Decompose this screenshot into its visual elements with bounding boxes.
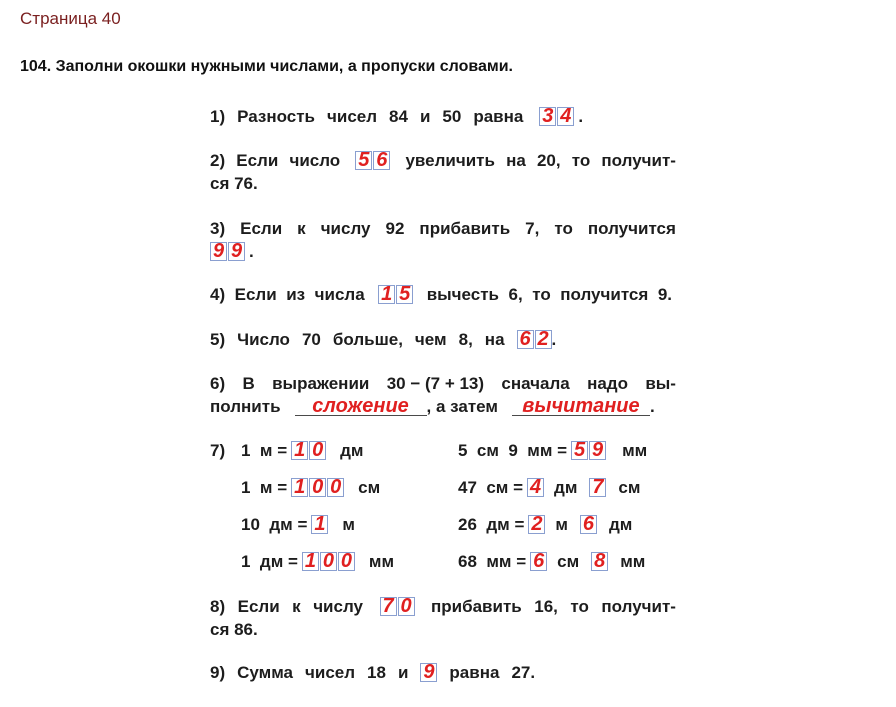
text: и xyxy=(419,107,431,126)
text: чем xyxy=(414,330,447,349)
conversion-row xyxy=(241,478,380,498)
text: равна xyxy=(473,107,524,126)
conversion-row xyxy=(458,515,632,535)
text: равна xyxy=(449,663,500,682)
answer-box[interactable] xyxy=(591,552,608,572)
text: выражении xyxy=(272,374,370,393)
text: 50 xyxy=(442,107,462,126)
text: ся 86. xyxy=(210,620,258,639)
answer-box[interactable] xyxy=(291,441,326,461)
item-4 xyxy=(210,285,672,305)
answer-digit: 1 xyxy=(291,478,308,497)
text: ся 76. xyxy=(210,174,258,193)
answer-box[interactable] xyxy=(378,285,413,305)
text: на xyxy=(506,151,526,170)
text: Если xyxy=(237,597,280,616)
text: 10 дм = xyxy=(241,515,308,534)
answer-box[interactable] xyxy=(420,663,437,683)
text: сначала xyxy=(501,374,570,393)
answer-digit: 4 xyxy=(557,107,574,126)
conversion-row xyxy=(241,515,355,535)
answer-digit: 2 xyxy=(528,515,545,534)
answer-digit: 3 xyxy=(539,107,556,126)
answer-digit: 9 xyxy=(589,441,606,460)
item-9 xyxy=(210,663,535,683)
unit: дм xyxy=(608,515,633,534)
text: чисел xyxy=(305,663,356,682)
unit: м xyxy=(342,515,355,534)
answer-digit: 5 xyxy=(396,285,413,304)
item-6-cont xyxy=(210,397,655,417)
text: 47 см = xyxy=(458,478,524,497)
answer-digit: 9 xyxy=(228,242,245,261)
text: 7, xyxy=(525,219,540,238)
unit: мм xyxy=(622,441,648,460)
item-number: 2) xyxy=(210,151,226,170)
item-3-cont xyxy=(210,242,254,262)
item-number: 8) xyxy=(210,597,226,616)
text: то xyxy=(532,285,551,304)
answer-box[interactable] xyxy=(528,515,545,535)
unit: дм xyxy=(554,478,578,497)
conversion-row xyxy=(458,478,640,498)
text: Если xyxy=(236,151,279,170)
answer-digit: 1 xyxy=(291,441,308,460)
answer-digit: 4 xyxy=(527,478,544,497)
text: . xyxy=(649,397,655,416)
text: . xyxy=(551,330,557,349)
text: прибавить xyxy=(419,219,511,238)
text: получит- xyxy=(601,597,676,616)
text: прибавить xyxy=(431,597,522,616)
item-number: 9) xyxy=(210,663,226,682)
answer-box[interactable] xyxy=(530,552,547,572)
text: полнить xyxy=(210,397,281,416)
text: к xyxy=(292,597,301,616)
text: получится xyxy=(587,219,676,238)
item-number-7: 7) xyxy=(210,441,226,460)
task-title: 104. Заполни окошки нужными числами, а пропуски словами. xyxy=(20,58,513,75)
text: получит- xyxy=(601,151,676,170)
text: 5 см 9 мм = xyxy=(458,441,568,460)
text: 1 дм = xyxy=(241,552,298,571)
item-number: 3) xyxy=(210,219,226,238)
conversion-row xyxy=(241,552,394,572)
text: то xyxy=(571,151,591,170)
item-number: 4) xyxy=(210,285,226,304)
answer-digit: 6 xyxy=(517,330,534,349)
text: 20, xyxy=(536,151,561,170)
text: и xyxy=(397,663,409,682)
text: 8, xyxy=(458,330,473,349)
answer-digit: 0 xyxy=(398,597,415,616)
unit: см xyxy=(618,478,641,497)
answer-box[interactable] xyxy=(539,107,574,127)
answer-box[interactable] xyxy=(210,242,245,262)
text: надо xyxy=(587,374,628,393)
item-5 xyxy=(210,330,556,350)
text: Число xyxy=(237,330,290,349)
answer-box[interactable] xyxy=(355,151,390,171)
text: число xyxy=(289,151,341,170)
text: числа xyxy=(314,285,365,304)
text: вычесть xyxy=(426,285,499,304)
unit: мм xyxy=(620,552,646,571)
text: 84 xyxy=(389,107,408,126)
text: на xyxy=(484,330,505,349)
text: числу xyxy=(320,219,371,238)
text: из xyxy=(286,285,306,304)
text: 1 м = xyxy=(241,441,288,460)
text: то xyxy=(554,219,573,238)
text: 1 м = xyxy=(241,478,288,497)
conversion-row xyxy=(458,552,645,572)
text: Разность xyxy=(237,107,316,126)
text: В xyxy=(242,374,255,393)
answer-digit: 6 xyxy=(373,151,390,170)
text: вы- xyxy=(645,374,676,393)
answer-digit: 9 xyxy=(420,663,437,682)
text: 27. xyxy=(511,663,536,682)
text: . xyxy=(578,107,584,126)
word-blank-1[interactable]: сложение xyxy=(295,397,427,416)
answer-digit: 2 xyxy=(535,330,552,349)
unit: см xyxy=(358,478,381,497)
unit: мм xyxy=(368,552,395,571)
answer-digit: 1 xyxy=(311,515,328,534)
expression: 30 − (7 + 13) xyxy=(386,374,485,393)
answer-digit: 0 xyxy=(338,552,355,571)
answer-box[interactable] xyxy=(589,478,606,498)
text: 68 мм = xyxy=(458,552,527,571)
answer-box[interactable] xyxy=(380,597,415,617)
text: 9. xyxy=(657,285,672,304)
answer-box[interactable] xyxy=(311,515,328,535)
item-6 xyxy=(210,374,676,394)
text: увеличить xyxy=(405,151,495,170)
text: . xyxy=(249,242,254,261)
text: 70 xyxy=(301,330,321,349)
answer-digit: 1 xyxy=(378,285,395,304)
answer-digit: 7 xyxy=(589,478,606,497)
answer-digit: 1 xyxy=(302,552,319,571)
answer-digit: 5 xyxy=(571,441,588,460)
answer-digit: 7 xyxy=(380,597,397,616)
answer-digit: 9 xyxy=(210,242,227,261)
text: к xyxy=(297,219,306,238)
text: Если xyxy=(240,219,283,238)
text: 26 дм = xyxy=(458,515,525,534)
answer-box[interactable] xyxy=(580,515,597,535)
text: числу xyxy=(313,597,363,616)
text: то xyxy=(570,597,589,616)
item-8 xyxy=(210,597,676,617)
answer-digit: 0 xyxy=(309,441,326,460)
unit: м xyxy=(555,515,568,534)
text: Если xyxy=(234,285,277,304)
item-2 xyxy=(210,151,676,171)
item-number: 6) xyxy=(210,374,226,393)
page-header: Страница 40 xyxy=(20,9,121,28)
word-blank-2[interactable]: вычитание xyxy=(512,397,650,416)
unit: дм xyxy=(340,441,364,460)
item-3 xyxy=(210,219,676,239)
conversion-row xyxy=(241,441,364,461)
text: 16, xyxy=(534,597,558,616)
item-number: 5) xyxy=(210,330,226,349)
answer-digit: 6 xyxy=(530,552,547,571)
answer-box[interactable] xyxy=(302,552,355,572)
text: 18 xyxy=(367,663,386,682)
answer-box[interactable] xyxy=(571,441,606,461)
text: получится xyxy=(560,285,649,304)
item-1 xyxy=(210,107,583,127)
answer-digit: 0 xyxy=(320,552,337,571)
text: чисел xyxy=(327,107,378,126)
answer-digit: 6 xyxy=(580,515,597,534)
item-number: 1) xyxy=(210,107,226,126)
text: 6, xyxy=(508,285,523,304)
answer-digit: 5 xyxy=(355,151,372,170)
answer-box[interactable] xyxy=(517,330,552,350)
answer-digit: 0 xyxy=(309,478,326,497)
conversion-row xyxy=(458,441,647,461)
text: Сумма xyxy=(237,663,294,682)
answer-digit: 8 xyxy=(591,552,608,571)
answer-box[interactable] xyxy=(527,478,544,498)
answer-box[interactable] xyxy=(291,478,344,498)
item-8-cont xyxy=(210,620,258,640)
text: , а затем xyxy=(426,397,498,416)
text: 92 xyxy=(385,219,405,238)
unit: см xyxy=(557,552,580,571)
item-2-cont xyxy=(210,174,258,194)
text: больше, xyxy=(332,330,403,349)
answer-digit: 0 xyxy=(327,478,344,497)
